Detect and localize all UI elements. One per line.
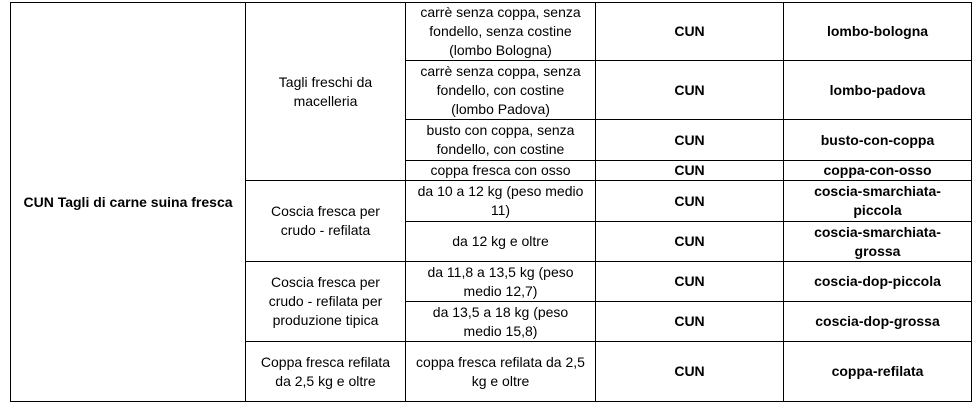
code-cell: coscia-dop-grossa: [784, 302, 972, 342]
subgroup-cell: Coppa fresca refilata da 2,5 kg e oltre: [246, 342, 406, 402]
description-cell: coppa fresca refilata da 2,5 kg e oltre: [406, 342, 596, 402]
description-cell: da 13,5 a 18 kg (peso medio 15,8): [406, 302, 596, 342]
description-cell: busto con coppa, senza fondello, con costine: [406, 120, 596, 161]
subgroup-cell: Tagli freschi da macelleria: [246, 3, 406, 181]
market-cell: CUN: [596, 262, 784, 302]
description-cell: da 12 kg e oltre: [406, 222, 596, 262]
subgroup-cell: Coscia fresca per crudo - refilata per produzione tipica: [246, 262, 406, 342]
market-cell: CUN: [596, 181, 784, 222]
market-cell: CUN: [596, 61, 784, 120]
market-cell: CUN: [596, 161, 784, 181]
code-cell: coscia-smarchiata-grossa: [784, 222, 972, 262]
code-cell: lombo-padova: [784, 61, 972, 120]
code-cell: lombo-bologna: [784, 3, 972, 61]
market-cell: CUN: [596, 222, 784, 262]
group-cell: CUN Tagli di carne suina fresca: [11, 3, 246, 402]
market-cell: CUN: [596, 120, 784, 161]
pork-cuts-table: [10, 2, 972, 402]
subgroup-cell: Coscia fresca per crudo - refilata: [246, 181, 406, 262]
market-cell: CUN: [596, 3, 784, 61]
description-cell: da 11,8 a 13,5 kg (peso medio 12,7): [406, 262, 596, 302]
code-cell: coppa-con-osso: [784, 161, 972, 181]
market-cell: CUN: [596, 342, 784, 402]
code-cell: coscia-dop-piccola: [784, 262, 972, 302]
description-cell: carrè senza coppa, senza fondello, con costine (lombo Padova): [406, 61, 596, 120]
code-cell: busto-con-coppa: [784, 120, 972, 161]
code-cell: coppa-refilata: [784, 342, 972, 402]
description-cell: da 10 a 12 kg (peso medio 11): [406, 181, 596, 222]
description-cell: carrè senza coppa, senza fondello, senza costine (lombo Bologna): [406, 3, 596, 61]
code-cell: coscia-smarchiata-piccola: [784, 181, 972, 222]
market-cell: CUN: [596, 302, 784, 342]
description-cell: coppa fresca con osso: [406, 161, 596, 181]
table-row: [11, 3, 972, 61]
